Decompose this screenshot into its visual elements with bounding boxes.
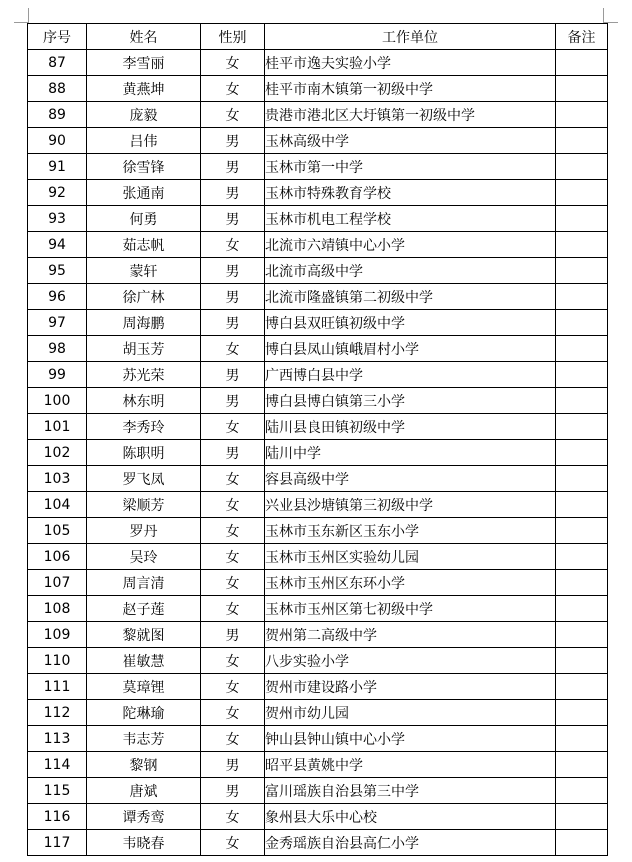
table-row — [28, 232, 608, 258]
cell-work-unit: 博白县博白镇第三小学 — [265, 388, 556, 414]
cell-name: 徐广林 — [87, 284, 201, 310]
cell-gender: 女 — [201, 50, 265, 76]
cell-work-unit: 陆川县良田镇初级中学 — [265, 414, 556, 440]
cell-work-unit: 桂平市逸夫实验小学 — [265, 50, 556, 76]
table-row — [28, 778, 608, 804]
cell-number: 103 — [28, 466, 87, 492]
cell-number: 88 — [28, 76, 87, 102]
cell-gender: 女 — [201, 830, 265, 856]
header-work-unit: 工作单位 — [265, 24, 556, 50]
cell-work-unit: 贺州第二高级中学 — [265, 622, 556, 648]
cell-number: 104 — [28, 492, 87, 518]
cell-work-unit: 玉林市玉州区东环小学 — [265, 570, 556, 596]
cell-note — [556, 258, 608, 284]
cell-gender: 男 — [201, 154, 265, 180]
cell-work-unit: 贺州市建设路小学 — [265, 674, 556, 700]
table-row — [28, 154, 608, 180]
cell-gender: 男 — [201, 128, 265, 154]
cell-note — [556, 752, 608, 778]
cell-gender: 女 — [201, 492, 265, 518]
cell-number: 116 — [28, 804, 87, 830]
cell-note — [556, 674, 608, 700]
cell-name: 黄燕坤 — [87, 76, 201, 102]
header-number: 序号 — [28, 24, 87, 50]
cell-number: 106 — [28, 544, 87, 570]
cell-number: 97 — [28, 310, 87, 336]
cell-gender: 女 — [201, 518, 265, 544]
cell-work-unit: 玉林高级中学 — [265, 128, 556, 154]
cell-note — [556, 362, 608, 388]
cell-gender: 女 — [201, 674, 265, 700]
table-row — [28, 362, 608, 388]
table-row — [28, 544, 608, 570]
cell-number: 107 — [28, 570, 87, 596]
cell-number: 110 — [28, 648, 87, 674]
cell-note — [556, 128, 608, 154]
cell-gender: 女 — [201, 570, 265, 596]
cell-work-unit: 陆川中学 — [265, 440, 556, 466]
cell-name: 唐斌 — [87, 778, 201, 804]
cell-gender: 男 — [201, 284, 265, 310]
cell-name: 吴玲 — [87, 544, 201, 570]
cell-gender: 女 — [201, 76, 265, 102]
cell-note — [556, 336, 608, 362]
cell-work-unit: 玉林市第一中学 — [265, 154, 556, 180]
cell-number: 117 — [28, 830, 87, 856]
table-row — [28, 440, 608, 466]
table-row — [28, 388, 608, 414]
cell-work-unit: 北流市高级中学 — [265, 258, 556, 284]
cell-note — [556, 466, 608, 492]
table-row — [28, 128, 608, 154]
cell-gender: 女 — [201, 466, 265, 492]
cell-name: 苏光荣 — [87, 362, 201, 388]
cell-number: 91 — [28, 154, 87, 180]
cell-number: 99 — [28, 362, 87, 388]
cell-work-unit: 玉林市特殊教育学校 — [265, 180, 556, 206]
cell-name: 黎钢 — [87, 752, 201, 778]
cell-number: 93 — [28, 206, 87, 232]
cell-work-unit: 玉林市玉州区实验幼儿园 — [265, 544, 556, 570]
cell-name: 林东明 — [87, 388, 201, 414]
cell-note — [556, 830, 608, 856]
cell-note — [556, 804, 608, 830]
table-row — [28, 414, 608, 440]
cell-name: 罗丹 — [87, 518, 201, 544]
cell-work-unit: 玉林市玉东新区玉东小学 — [265, 518, 556, 544]
cell-note — [556, 102, 608, 128]
table-row — [28, 700, 608, 726]
table-row — [28, 570, 608, 596]
table-row — [28, 752, 608, 778]
table-row — [28, 596, 608, 622]
cell-gender: 女 — [201, 414, 265, 440]
header-note: 备注 — [556, 24, 608, 50]
header-gender: 性别 — [201, 24, 265, 50]
table-row — [28, 648, 608, 674]
cell-work-unit: 钟山县钟山镇中心小学 — [265, 726, 556, 752]
cell-note — [556, 310, 608, 336]
cell-gender: 女 — [201, 336, 265, 362]
cell-number: 115 — [28, 778, 87, 804]
cell-work-unit: 博白县凤山镇峨眉村小学 — [265, 336, 556, 362]
cell-number: 101 — [28, 414, 87, 440]
table-row — [28, 336, 608, 362]
cell-number: 92 — [28, 180, 87, 206]
cell-work-unit: 八步实验小学 — [265, 648, 556, 674]
cell-note — [556, 492, 608, 518]
cell-number: 114 — [28, 752, 87, 778]
cell-note — [556, 570, 608, 596]
cell-name: 周言清 — [87, 570, 201, 596]
table-row — [28, 726, 608, 752]
cell-work-unit: 桂平市南木镇第一初级中学 — [265, 76, 556, 102]
cell-name: 谭秀鸾 — [87, 804, 201, 830]
cell-name: 莫璋锂 — [87, 674, 201, 700]
table-row — [28, 284, 608, 310]
cell-name: 梁顺芳 — [87, 492, 201, 518]
cell-number: 109 — [28, 622, 87, 648]
cell-name: 崔敏慧 — [87, 648, 201, 674]
cell-name: 周海鹏 — [87, 310, 201, 336]
cell-work-unit: 象州县大乐中心校 — [265, 804, 556, 830]
page-corner-mark-left — [14, 8, 29, 23]
cell-gender: 男 — [201, 622, 265, 648]
cell-number: 100 — [28, 388, 87, 414]
cell-note — [556, 414, 608, 440]
cell-name: 陈职明 — [87, 440, 201, 466]
cell-gender: 男 — [201, 440, 265, 466]
cell-work-unit: 玉林市玉州区第七初级中学 — [265, 596, 556, 622]
cell-note — [556, 726, 608, 752]
cell-note — [556, 440, 608, 466]
table-row — [28, 50, 608, 76]
cell-gender: 女 — [201, 596, 265, 622]
cell-name: 徐雪锋 — [87, 154, 201, 180]
cell-number: 94 — [28, 232, 87, 258]
cell-number: 90 — [28, 128, 87, 154]
cell-work-unit: 昭平县黄姚中学 — [265, 752, 556, 778]
cell-name: 张通南 — [87, 180, 201, 206]
cell-number: 96 — [28, 284, 87, 310]
cell-name: 罗飞凤 — [87, 466, 201, 492]
cell-gender: 男 — [201, 752, 265, 778]
cell-note — [556, 232, 608, 258]
cell-gender: 女 — [201, 232, 265, 258]
cell-note — [556, 154, 608, 180]
table-row — [28, 206, 608, 232]
cell-gender: 女 — [201, 700, 265, 726]
cell-name: 韦志芳 — [87, 726, 201, 752]
table-row — [28, 258, 608, 284]
cell-note — [556, 206, 608, 232]
cell-work-unit: 北流市六靖镇中心小学 — [265, 232, 556, 258]
cell-work-unit: 兴业县沙塘镇第三初级中学 — [265, 492, 556, 518]
cell-work-unit: 广西博白县中学 — [265, 362, 556, 388]
cell-note — [556, 778, 608, 804]
cell-name: 韦晓春 — [87, 830, 201, 856]
cell-note — [556, 284, 608, 310]
cell-number: 87 — [28, 50, 87, 76]
cell-name: 茹志帆 — [87, 232, 201, 258]
table-row — [28, 310, 608, 336]
cell-note — [556, 50, 608, 76]
header-name: 姓名 — [87, 24, 201, 50]
cell-name: 陀琳瑜 — [87, 700, 201, 726]
cell-name: 李秀玲 — [87, 414, 201, 440]
cell-gender: 男 — [201, 206, 265, 232]
cell-number: 108 — [28, 596, 87, 622]
cell-work-unit: 容县高级中学 — [265, 466, 556, 492]
cell-number: 102 — [28, 440, 87, 466]
cell-work-unit: 金秀瑶族自治县高仁小学 — [265, 830, 556, 856]
cell-work-unit: 北流市隆盛镇第二初级中学 — [265, 284, 556, 310]
cell-note — [556, 544, 608, 570]
cell-work-unit: 富川瑶族自治县第三中学 — [265, 778, 556, 804]
cell-gender: 男 — [201, 778, 265, 804]
table-row — [28, 830, 608, 856]
table-row — [28, 804, 608, 830]
cell-note — [556, 648, 608, 674]
cell-name: 庞毅 — [87, 102, 201, 128]
cell-gender: 女 — [201, 804, 265, 830]
cell-gender: 女 — [201, 726, 265, 752]
cell-name: 李雪丽 — [87, 50, 201, 76]
cell-note — [556, 180, 608, 206]
cell-gender: 男 — [201, 180, 265, 206]
cell-number: 111 — [28, 674, 87, 700]
cell-gender: 男 — [201, 362, 265, 388]
cell-note — [556, 518, 608, 544]
cell-number: 95 — [28, 258, 87, 284]
cell-note — [556, 622, 608, 648]
cell-gender: 男 — [201, 258, 265, 284]
cell-gender: 男 — [201, 310, 265, 336]
roster-table — [27, 23, 608, 856]
cell-name: 黎就图 — [87, 622, 201, 648]
cell-name: 吕伟 — [87, 128, 201, 154]
cell-name: 赵子莲 — [87, 596, 201, 622]
cell-number: 105 — [28, 518, 87, 544]
cell-number: 112 — [28, 700, 87, 726]
cell-number: 98 — [28, 336, 87, 362]
table-row — [28, 76, 608, 102]
cell-work-unit: 贺州市幼儿园 — [265, 700, 556, 726]
table-row — [28, 674, 608, 700]
cell-note — [556, 388, 608, 414]
cell-gender: 女 — [201, 102, 265, 128]
cell-gender: 男 — [201, 388, 265, 414]
cell-name: 何勇 — [87, 206, 201, 232]
table-row — [28, 102, 608, 128]
table-header-row — [28, 24, 608, 50]
cell-gender: 女 — [201, 544, 265, 570]
table-row — [28, 492, 608, 518]
cell-name: 蒙轩 — [87, 258, 201, 284]
page-corner-mark-right — [603, 8, 618, 23]
cell-work-unit: 博白县双旺镇初级中学 — [265, 310, 556, 336]
table-row — [28, 518, 608, 544]
cell-name: 胡玉芳 — [87, 336, 201, 362]
cell-number: 113 — [28, 726, 87, 752]
table-body — [28, 50, 608, 856]
cell-gender: 女 — [201, 648, 265, 674]
table-row — [28, 180, 608, 206]
cell-number: 89 — [28, 102, 87, 128]
cell-note — [556, 76, 608, 102]
cell-work-unit: 贵港市港北区大圩镇第一初级中学 — [265, 102, 556, 128]
cell-work-unit: 玉林市机电工程学校 — [265, 206, 556, 232]
table-row — [28, 466, 608, 492]
table-row — [28, 622, 608, 648]
cell-note — [556, 596, 608, 622]
cell-note — [556, 700, 608, 726]
